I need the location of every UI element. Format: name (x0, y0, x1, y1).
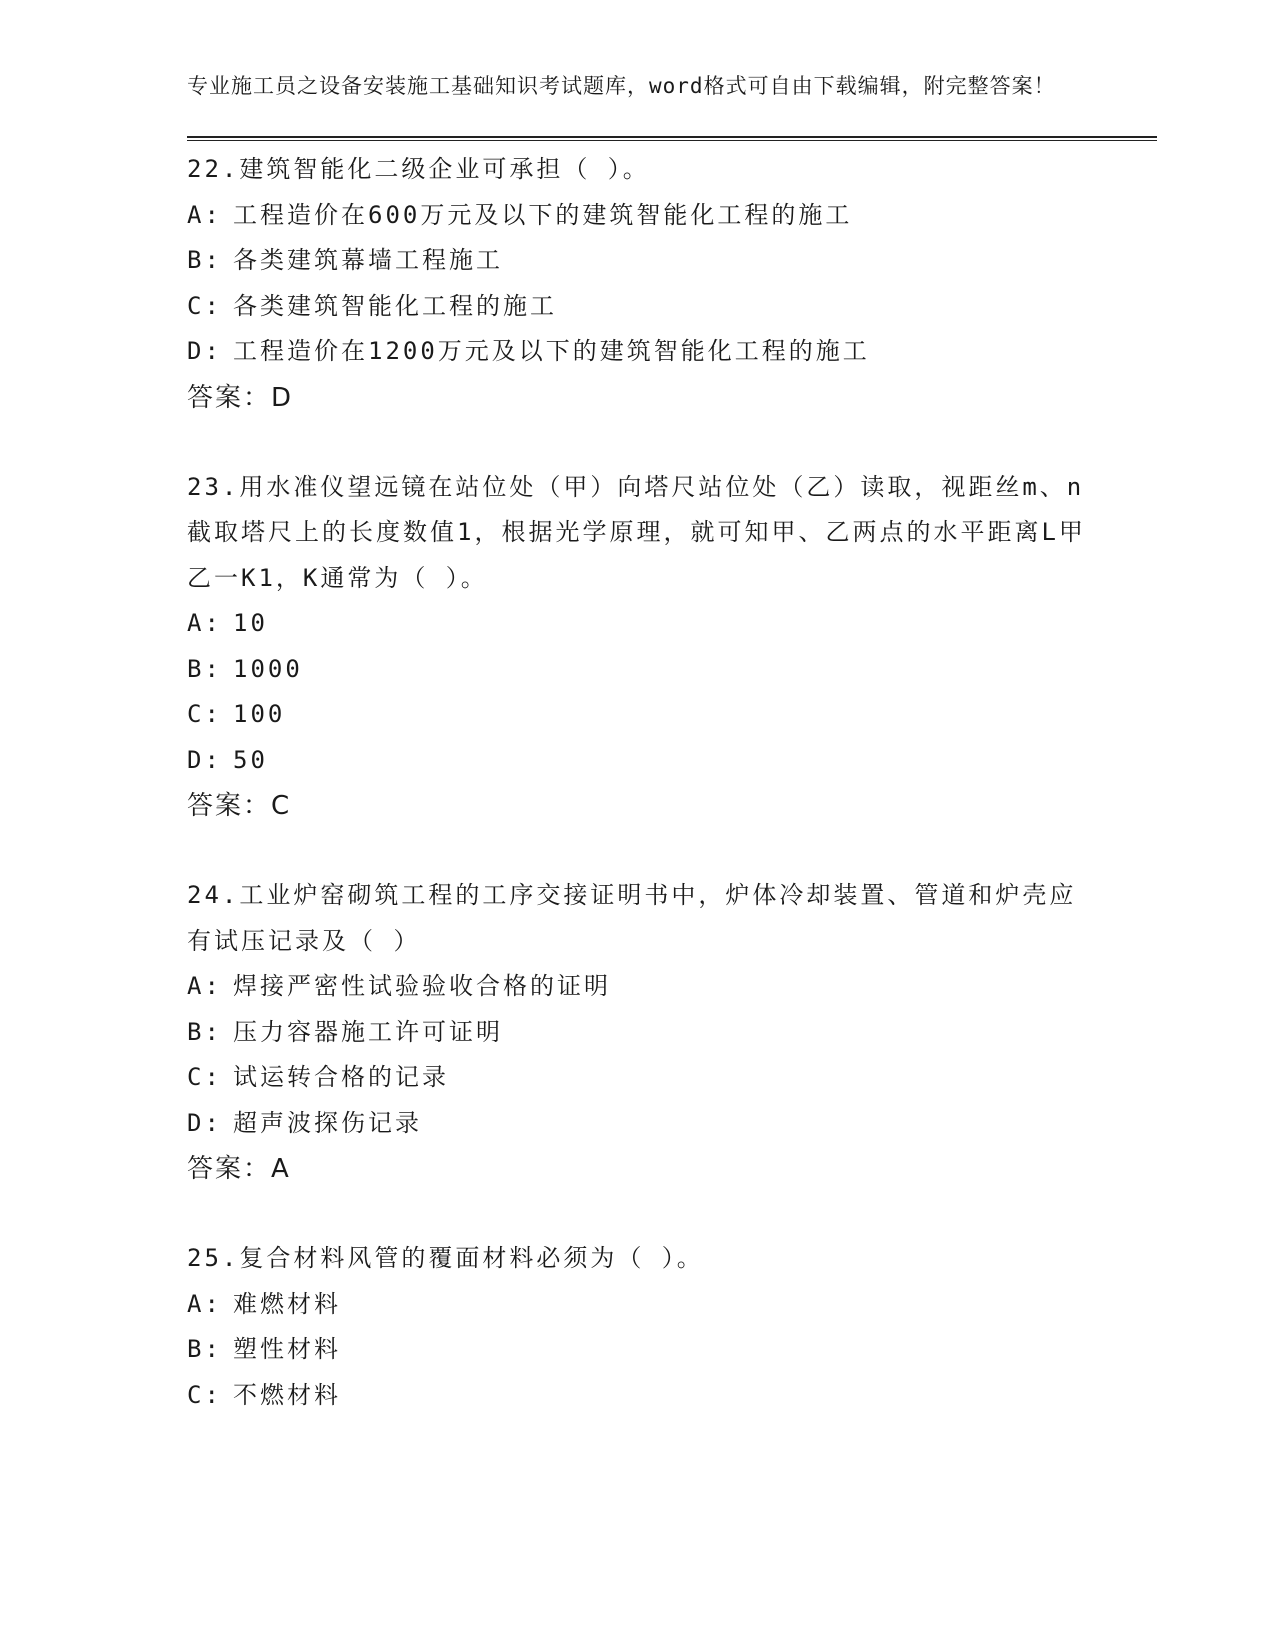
option-text: 50 (233, 745, 268, 774)
question-22 (187, 147, 1157, 421)
option-a (187, 601, 1157, 647)
question-24 (187, 873, 1157, 1192)
option-letter: D: (187, 745, 222, 774)
question-25 (187, 1236, 1157, 1418)
document-header: 专业施工员之设备安装施工基础知识考试题库，word格式可自由下载编辑，附完整答案！ (187, 74, 1056, 98)
option-letter: A: (187, 1289, 222, 1318)
question-stem: 24.工业炉窑砌筑工程的工序交接证明书中，炉体冷却装置、管道和炉壳应有试压记录及（ ） (187, 881, 1077, 955)
answer-line: 答案：C (187, 791, 292, 821)
option-text: 不燃材料 (233, 1380, 341, 1409)
option-d (187, 329, 1157, 375)
option-text: 难燃材料 (233, 1289, 341, 1318)
option-text: 100 (233, 700, 286, 728)
option-text: 压力容器施工许可证明 (233, 1017, 503, 1046)
option-text: 塑性材料 (233, 1335, 341, 1363)
option-c (187, 692, 1157, 738)
option-text: 10 (233, 609, 268, 637)
option-letter: B: (187, 1017, 222, 1046)
option-letter: C: (187, 291, 222, 320)
option-letter: B: (187, 246, 222, 274)
option-text: 工程造价在1200万元及以下的建筑智能化工程的施工 (233, 337, 870, 365)
question-stem: 25.复合材料风管的覆面材料必须为（ ）。 (187, 1244, 704, 1272)
header-divider (187, 136, 1157, 141)
option-letter: B: (187, 654, 222, 683)
option-text: 焊接严密性试验验收合格的证明 (233, 972, 611, 1000)
option-c (187, 284, 1157, 330)
question-stem: 23.用水准仪望远镜在站位处（甲）向塔尺站位处（乙）读取，视距丝m、n截取塔尺上的长度数值1，根据光学原理，就可知甲、乙两点的水平距离L甲乙一K1，K通常为（ ）。 (187, 472, 1086, 592)
option-d (187, 1101, 1157, 1147)
option-letter: D: (187, 1108, 222, 1137)
option-letter: B: (187, 1335, 222, 1363)
option-letter: C: (187, 1063, 222, 1091)
option-letter: A: (187, 972, 222, 1000)
option-a (187, 964, 1157, 1010)
option-b (187, 238, 1157, 284)
option-text: 超声波探伤记录 (233, 1108, 422, 1137)
question-23 (187, 465, 1157, 830)
option-text: 各类建筑幕墙工程施工 (233, 246, 503, 274)
option-c (187, 1373, 1157, 1419)
option-text: 1000 (233, 654, 303, 683)
option-letter: A: (187, 609, 222, 637)
option-a (187, 1282, 1157, 1328)
option-letter: A: (187, 200, 222, 229)
option-letter: D: (187, 337, 222, 365)
option-a (187, 193, 1157, 239)
question-list (187, 147, 1157, 1418)
answer-line: 答案：A (187, 1154, 291, 1184)
option-b (187, 647, 1157, 693)
option-c (187, 1055, 1157, 1101)
option-letter: C: (187, 700, 222, 728)
option-b (187, 1327, 1157, 1373)
option-letter: C: (187, 1380, 222, 1409)
option-text: 各类建筑智能化工程的施工 (233, 291, 557, 320)
option-d (187, 738, 1157, 784)
option-text: 试运转合格的记录 (233, 1063, 449, 1091)
question-stem: 22.建筑智能化二级企业可承担（ ）。 (187, 155, 650, 183)
option-text: 工程造价在600万元及以下的建筑智能化工程的施工 (233, 200, 853, 229)
document-page (187, 70, 1157, 1462)
option-b (187, 1010, 1157, 1056)
answer-line: 答案：D (187, 382, 294, 413)
